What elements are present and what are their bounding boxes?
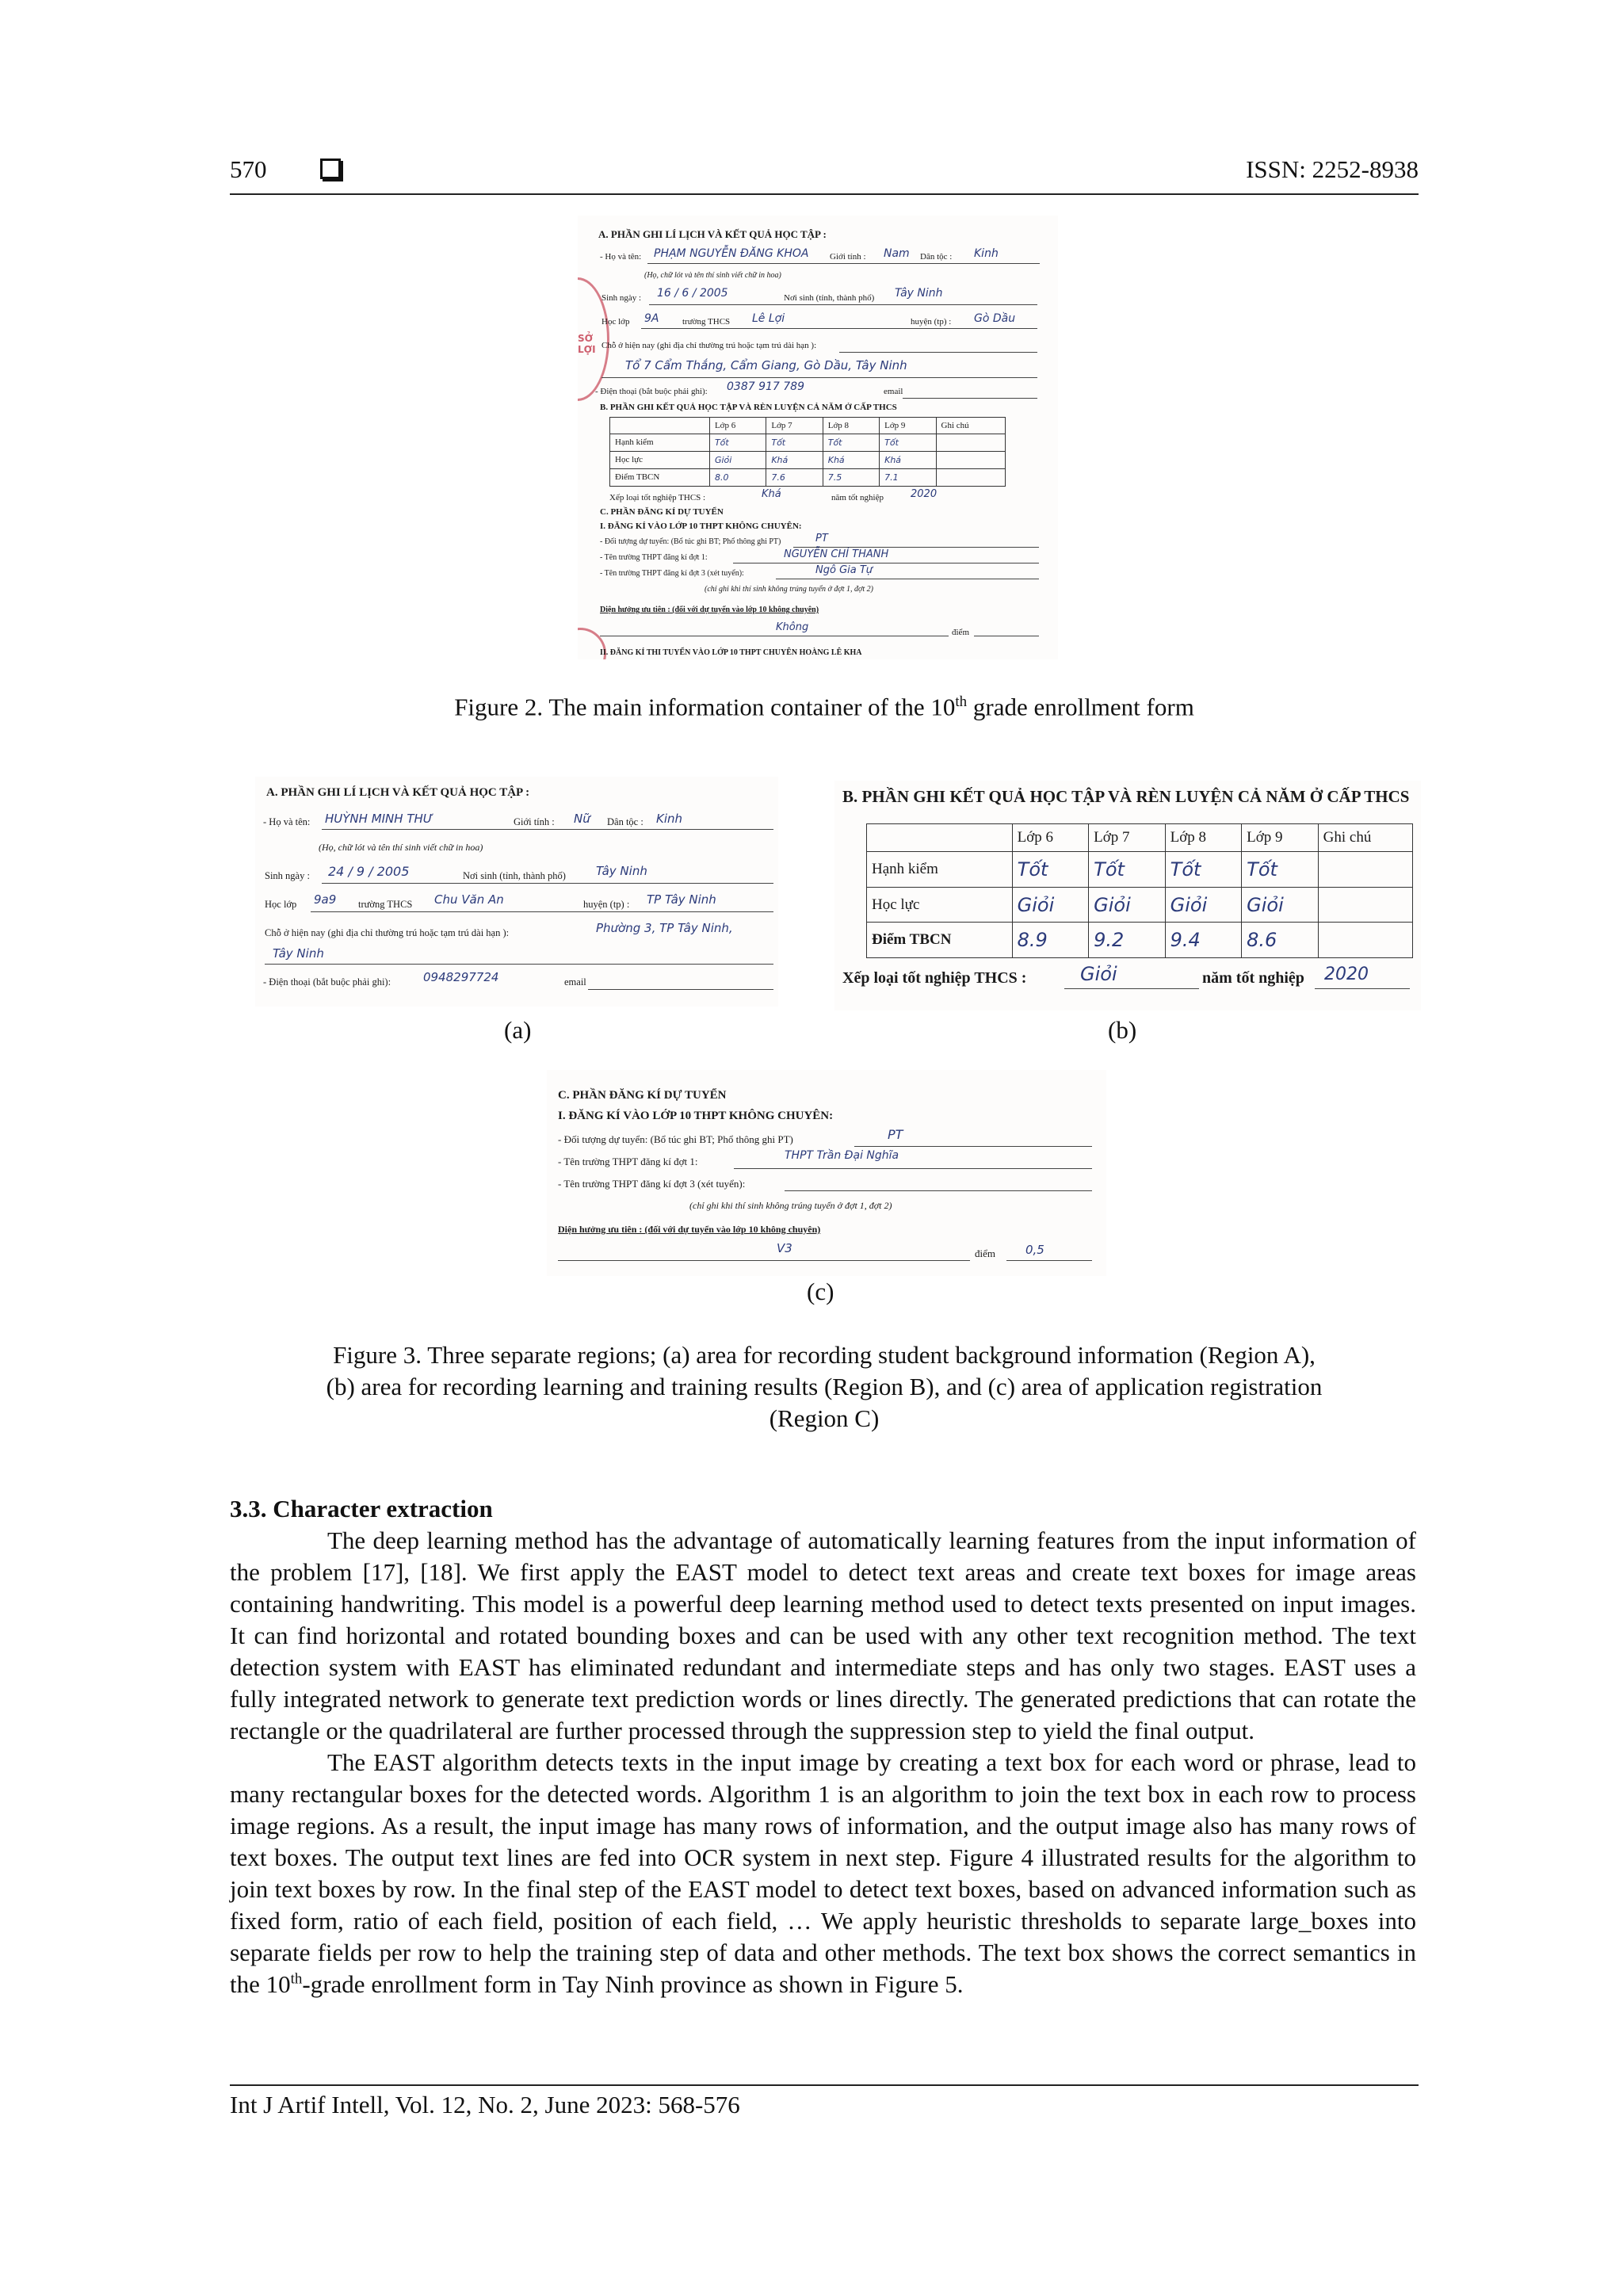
value-grad-year: 2020 — [911, 488, 938, 500]
underline — [311, 911, 773, 912]
label-address: Chỗ ở hiện nay (ghi địa chỉ thường trú hoặc tạm trú dài hạn ): — [601, 341, 817, 350]
region-c-subtitle: I. ĐĂNG KÍ VÀO LỚP 10 THPT KHÔNG CHUYÊN: — [558, 1110, 834, 1122]
label-name: - Họ và tên: — [263, 816, 311, 827]
label-priority: Diện hưởng ưu tiên : (đối với dự tuyển vào lớp 10 không chuyên) — [558, 1224, 821, 1235]
value-priority: V3 — [777, 1241, 792, 1255]
value-priority: Không — [776, 621, 809, 633]
label-phone: - Điện thoại (bắt buộc phải ghi): — [595, 387, 708, 396]
label-grad-year: năm tốt nghiệp — [1202, 969, 1304, 987]
value-gender: Nữ — [574, 812, 590, 826]
underline — [1064, 988, 1199, 989]
label-school3: - Tên trường THPT đăng kí đợt 3 (xét tuyển): — [558, 1178, 746, 1190]
underline — [265, 964, 773, 965]
paragraph-1: The deep learning method has the advantage of automatically learning features from the input information of the problem [17], [18]. We first apply the EAST model to detect text areas and create text boxes for image areas containing handwriting. This model is a powerful deep learning method used to detect texts presented on input images. It can find horizontal and rotated bounding boxes and can be used with any other text recognition method. The text detection system with EAST has eliminated redundant and intermediate steps and has only two stages. EAST uses a fully integrated network to generate text prediction words or lines directly. The generated predictions that can rotate the rectangle or the quadrilateral are further processed through the suppression step to yield the final output. — [230, 1526, 1416, 1744]
underline — [588, 989, 773, 990]
label-email: email — [884, 387, 903, 396]
underline — [322, 883, 773, 884]
value-class: 9a9 — [314, 892, 337, 907]
label-target: - Đối tượng dự tuyển: (Bổ túc ghi BT; Phổ thông ghi PT) — [600, 537, 781, 546]
label-district: huyện (tp) : — [911, 317, 952, 327]
underline — [641, 328, 1037, 329]
underline — [649, 304, 1037, 305]
value-dob: 24 / 9 / 2005 — [328, 864, 410, 879]
note-name: (Họ, chữ lót và tên thí sinh viết chữ in hoa) — [644, 271, 781, 280]
value-district: TP Tây Ninh — [647, 892, 716, 907]
label-ethnic: Dân tộc : — [607, 816, 643, 827]
figure3c-image — [547, 1070, 1106, 1276]
value-dob: 16 / 6 / 2005 — [657, 287, 728, 300]
section-body — [230, 1525, 1416, 2000]
value-school: Chu Văn An — [434, 892, 504, 907]
form-title-c: C. PHẦN ĐĂNG KÍ DỰ TUYỂN — [600, 507, 724, 517]
table-row: Điểm TBCN 8.0 7.6 7.5 7.1 — [610, 468, 1006, 486]
table-row: Hạnh kiểm Tốt Tốt Tốt Tốt — [610, 434, 1006, 451]
underline — [839, 352, 1037, 353]
label-address: Chỗ ở hiện nay (ghi địa chỉ thường trú hoặc tạm trú dài hạn ): — [265, 927, 510, 938]
figure2-image — [578, 216, 1058, 659]
underline — [785, 1190, 1092, 1191]
underline — [734, 1168, 1092, 1169]
figure2-caption: Figure 2. The main information container of the 10th grade enrollment form — [454, 693, 1194, 721]
figure3-label-c: (c) — [807, 1278, 834, 1305]
region-a-title: A. PHẦN GHI LÍ LỊCH VÀ KẾT QUẢ HỌC TẬP : — [266, 786, 530, 799]
value-ethnic: Kinh — [656, 812, 683, 826]
label-ethnic: Dân tộc : — [920, 252, 953, 262]
label-birthplace: Nơi sinh (tỉnh, thành phố) — [784, 293, 875, 303]
value-name: PHẠM NGUYỄN ĐĂNG KHOA — [654, 247, 809, 260]
underline — [903, 398, 1037, 399]
table-row: Học lực Giỏi Khá Khá Khá — [610, 451, 1006, 468]
paragraph-2: The EAST algorithm detects texts in the input image by creating a text box for each word or phrase, lead to many rectangular boxes for the detected words. Algorithm 1 is an algorithm to join the text box in each row to process image regions. As a result, the input image has many rows of information, and the output image also has many rows of text boxes. The output text lines are fed into OCR system in next step. Figure 4 illustrated results for the algorithm to join text boxes by row. In the final step of the EAST model to detect text boxes, based on advanced information such as fixed form, ratio of each field, position of each field, … We apply heuristic thresholds to separate large_boxes into separate fields per row to help the training step of data and other methods. The text box shows the correct semantics in the 10th-grade enrollment form in Tay Ninh province as shown in Figure 5. — [230, 1748, 1416, 1998]
figure3b-image — [834, 781, 1421, 1010]
underline — [647, 263, 1040, 264]
value-grad-year: 2020 — [1324, 965, 1369, 984]
value-name: HUỲNH MINH THƯ — [325, 812, 433, 826]
label-school1: - Tên trường THPT đăng kí đợt 1: — [600, 553, 708, 562]
page-footer: Int J Artif Intell, Vol. 12, No. 2, June 2023: 568-576 — [230, 2084, 1419, 2119]
value-school1: NGUYỄN CHÍ THANH — [784, 548, 889, 560]
value-target: PT — [815, 533, 828, 544]
label-birthplace: Nơi sinh (tỉnh, thành phố) — [463, 870, 566, 881]
value-gender: Nam — [884, 247, 910, 260]
value-grad: Giỏi — [1080, 963, 1117, 985]
label-class: Học lớp — [601, 317, 630, 327]
table-row: Lớp 6 Lớp 7 Lớp 8 Lớp 9 Ghi chú — [867, 824, 1413, 852]
form-title-c1: I. ĐĂNG KÍ VÀO LỚP 10 THPT KHÔNG CHUYÊN: — [600, 521, 802, 531]
form-title-a: A. PHẦN GHI LÍ LỊCH VÀ KẾT QUẢ HỌC TẬP : — [598, 228, 827, 240]
figure3-label-b: (b) — [1108, 1016, 1137, 1044]
figure3a-image — [255, 777, 778, 1007]
value-address-2: Tây Ninh — [273, 946, 324, 961]
value-class: 9A — [644, 312, 659, 325]
label-dob: Sinh ngày : — [265, 870, 310, 881]
label-school1: - Tên trường THPT đăng kí đợt 1: — [558, 1156, 698, 1167]
label-district: huyện (tp) : — [583, 899, 630, 910]
figure3-label-a: (a) — [504, 1016, 532, 1044]
value-grad: Khá — [762, 488, 781, 500]
page-number: 570 — [230, 155, 267, 183]
underline — [558, 1260, 970, 1261]
label-grad: Xếp loại tốt nghiệp THCS : — [842, 969, 1027, 987]
table-row: Hạnh kiểm Tốt Tốt Tốt Tốt — [867, 852, 1413, 888]
underline — [1315, 988, 1410, 989]
underline — [1006, 1260, 1092, 1261]
figure3-caption: Figure 3. Three separate regions; (a) area for recording student background information (Region A), (b) area for recording learning and training results (Region B), and (c) area of application registration (Region C) — [326, 1341, 1323, 1432]
value-school: Lê Lợi — [752, 312, 785, 325]
note-school3: (chỉ ghi khi thí sinh không trúng tuyển ở đợt 1, đợt 2) — [705, 585, 873, 594]
grades-table — [609, 417, 1006, 487]
note-name: (Họ, chữ lót và tên thí sinh viết chữ in hoa) — [319, 842, 483, 853]
stamp-text: SỞ LỢI — [578, 333, 596, 355]
label-phone: - Điện thoại (bắt buộc phải ghi): — [263, 976, 391, 988]
underline — [601, 377, 1037, 378]
note-school3: (chỉ ghi khi thí sinh không trúng tuyển ở đợt 1, đợt 2) — [689, 1200, 892, 1211]
value-district: Gò Dầu — [974, 312, 1016, 325]
region-b-title: B. PHẦN GHI KẾT QUẢ HỌC TẬP VÀ RÈN LUYỆN CẢ NĂM Ở CẤP THCS — [842, 787, 1410, 806]
label-class: Học lớp — [265, 899, 297, 910]
value-ethnic: Kinh — [974, 247, 999, 260]
underline — [322, 829, 773, 830]
region-c-title: C. PHẦN ĐĂNG KÍ DỰ TUYỂN — [558, 1089, 727, 1102]
value-birthplace: Tây Ninh — [895, 287, 943, 300]
value-address: Phường 3, TP Tây Ninh, — [596, 921, 733, 935]
form-title-b: B. PHẦN GHI KẾT QUẢ HỌC TẬP VÀ RÈN LUYỆN CẢ NĂM Ở CẤP THCS — [600, 403, 897, 412]
value-phone: 0948297724 — [423, 970, 499, 984]
page-header — [230, 155, 1419, 195]
label-gender: Giới tính : — [514, 816, 555, 827]
table-row: Điểm TBCN 8.9 9.2 9.4 8.6 — [867, 923, 1413, 958]
label-dob: Sinh ngày : — [601, 293, 642, 303]
value-target: PT — [888, 1127, 903, 1142]
value-school1: THPT Trần Đại Nghĩa — [785, 1149, 899, 1162]
label-email: email — [564, 976, 586, 988]
value-school3: Ngô Gia Tự — [815, 564, 873, 576]
table-row: Học lực Giỏi Giỏi Giỏi Giỏi — [867, 887, 1413, 923]
label-gender: Giới tính : — [830, 252, 866, 262]
grades-table — [866, 823, 1413, 958]
label-name: - Họ và tên: — [600, 252, 642, 262]
underline — [793, 547, 1039, 548]
table-row: Lớp 6 Lớp 7 Lớp 8 Lớp 9 Ghi chú — [610, 418, 1006, 434]
value-address: Tổ 7 Cẩm Thắng, Cẩm Giang, Gò Dầu, Tây Ninh — [625, 358, 907, 372]
issn: ISSN: 2252-8938 — [1246, 155, 1419, 183]
square-bullet-icon — [320, 159, 341, 179]
label-grad-year: năm tốt nghiệp — [831, 493, 884, 502]
section-heading: 3.3. Character extraction — [230, 1495, 493, 1522]
label-grad: Xếp loại tốt nghiệp THCS : — [609, 493, 706, 502]
label-priority: Diện hưởng ưu tiên : (đối với dự tuyển vào lớp 10 không chuyên) — [600, 606, 819, 614]
label-school: trường THCS — [358, 899, 413, 910]
value-score: 0,5 — [1025, 1243, 1044, 1257]
label-school: trường THCS — [682, 317, 731, 327]
label-target: - Đối tượng dự tuyển: (Bổ túc ghi BT; Phổ thông ghi PT) — [558, 1133, 793, 1145]
label-score: điểm — [975, 1247, 995, 1259]
label-score: điểm — [952, 628, 969, 637]
underline — [854, 1146, 1092, 1147]
label-school3: - Tên trường THPT đăng kí đợt 3 (xét tuyển): — [600, 569, 744, 578]
value-phone: 0387 917 789 — [727, 380, 804, 393]
cut-line: II. ĐĂNG KÍ THI TUYỂN VÀO LỚP 10 THPT CHUYÊN HOÀNG LÊ KHA — [600, 648, 862, 657]
value-birthplace: Tây Ninh — [596, 864, 647, 878]
